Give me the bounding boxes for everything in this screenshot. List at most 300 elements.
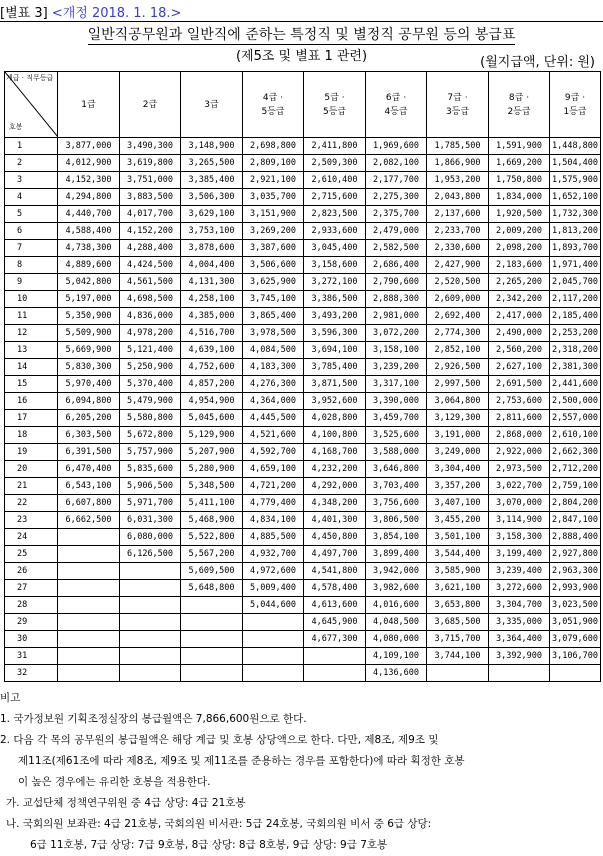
salary-cell: 2,441,600 (550, 376, 601, 393)
salary-cell (243, 631, 304, 648)
table-row (5, 648, 601, 665)
table-row (5, 359, 601, 376)
salary-cell: 4,836,000 (120, 308, 181, 325)
notes-section (0, 688, 603, 856)
table-row (5, 461, 601, 478)
table-header-row (5, 72, 601, 138)
salary-cell: 3,878,600 (181, 240, 243, 257)
salary-cell (58, 665, 120, 682)
salary-cell: 2,185,400 (550, 308, 601, 325)
salary-cell: 5,609,500 (181, 563, 243, 580)
step-cell: 17 (5, 410, 58, 427)
doc-header (0, 2, 603, 20)
salary-cell: 2,753,600 (489, 393, 550, 410)
salary-cell (243, 665, 304, 682)
table-row (5, 172, 601, 189)
salary-cell: 3,619,800 (120, 155, 181, 172)
salary-cell: 4,424,500 (120, 257, 181, 274)
salary-cell: 1,750,800 (489, 172, 550, 189)
salary-cell: 3,978,500 (243, 325, 304, 342)
salary-cell: 3,151,900 (243, 206, 304, 223)
salary-cell: 3,629,100 (181, 206, 243, 223)
salary-cell (120, 597, 181, 614)
salary-cell: 3,272,100 (304, 274, 366, 291)
salary-cell (58, 580, 120, 597)
salary-cell: 5,045,600 (181, 410, 243, 427)
salary-cell: 2,809,100 (243, 155, 304, 172)
salary-cell: 4,258,100 (181, 291, 243, 308)
salary-cell: 3,249,000 (427, 444, 489, 461)
salary-cell: 4,857,200 (181, 376, 243, 393)
doc-title (0, 24, 603, 44)
table-row (5, 342, 601, 359)
salary-cell: 3,045,400 (304, 240, 366, 257)
salary-cell: 4,450,800 (304, 529, 366, 546)
table-row (5, 427, 601, 444)
salary-cell (243, 648, 304, 665)
salary-cell: 4,288,400 (120, 240, 181, 257)
step-cell: 7 (5, 240, 58, 257)
salary-cell: 1,969,600 (366, 138, 427, 155)
salary-cell: 4,613,600 (304, 597, 366, 614)
column-header-grade: 6급 · 4등급 (366, 72, 427, 138)
salary-cell: 6,126,500 (120, 546, 181, 563)
salary-cell: 6,031,300 (120, 512, 181, 529)
table-row (5, 393, 601, 410)
salary-cell: 3,390,000 (366, 393, 427, 410)
step-cell: 31 (5, 648, 58, 665)
salary-cell (58, 614, 120, 631)
table-row (5, 223, 601, 240)
salary-cell: 2,823,500 (304, 206, 366, 223)
salary-cell: 3,304,400 (427, 461, 489, 478)
salary-cell: 5,468,900 (181, 512, 243, 529)
salary-cell: 2,927,800 (550, 546, 601, 563)
salary-cell: 3,317,100 (366, 376, 427, 393)
salary-cell: 1,652,100 (550, 189, 601, 206)
salary-cell: 3,596,300 (304, 325, 366, 342)
salary-cell: 3,621,100 (427, 580, 489, 597)
salary-cell: 2,997,500 (427, 376, 489, 393)
salary-cell: 4,698,500 (120, 291, 181, 308)
salary-cell: 5,672,800 (120, 427, 181, 444)
salary-cell: 4,131,300 (181, 274, 243, 291)
salary-cell: 3,459,700 (366, 410, 427, 427)
salary-cell: 3,106,700 (550, 648, 601, 665)
salary-cell: 3,407,100 (427, 495, 489, 512)
salary-cell: 2,868,000 (489, 427, 550, 444)
step-cell: 3 (5, 172, 58, 189)
salary-cell: 2,686,400 (366, 257, 427, 274)
salary-cell: 2,790,600 (366, 274, 427, 291)
salary-cell: 4,516,700 (181, 325, 243, 342)
table-row (5, 274, 601, 291)
salary-cell: 2,500,000 (550, 393, 601, 410)
table-row (5, 563, 601, 580)
salary-cell: 3,051,900 (550, 614, 601, 631)
salary-cell: 3,265,500 (181, 155, 243, 172)
salary-cell: 4,588,400 (58, 223, 120, 240)
salary-cell: 5,197,000 (58, 291, 120, 308)
salary-cell: 2,973,500 (489, 461, 550, 478)
step-cell: 20 (5, 461, 58, 478)
salary-cell: 6,205,200 (58, 410, 120, 427)
salary-cell: 3,952,600 (304, 393, 366, 410)
step-cell: 32 (5, 665, 58, 682)
step-cell: 27 (5, 580, 58, 597)
salary-cell: 4,348,200 (304, 495, 366, 512)
salary-cell: 4,364,000 (243, 393, 304, 410)
doc-subtitle: (제5조 및 별표 1 관련) (235, 49, 368, 64)
salary-cell: 5,669,900 (58, 342, 120, 359)
salary-cell: 2,082,100 (366, 155, 427, 172)
step-cell: 19 (5, 444, 58, 461)
salary-cell: 4,932,700 (243, 546, 304, 563)
salary-cell: 2,330,600 (427, 240, 489, 257)
note-1: 1. 국가정보원 기획조정실장의 봉급월액은 7,866,600원으로 한다. (0, 713, 307, 725)
salary-cell: 4,889,600 (58, 257, 120, 274)
salary-cell: 5,522,800 (181, 529, 243, 546)
salary-cell: 3,022,700 (489, 478, 550, 495)
salary-cell: 3,158,600 (304, 257, 366, 274)
table-row (5, 614, 601, 631)
salary-cell: 3,501,100 (427, 529, 489, 546)
step-cell: 29 (5, 614, 58, 631)
salary-cell: 3,854,100 (366, 529, 427, 546)
salary-cell: 5,580,800 (120, 410, 181, 427)
salary-cell: 4,497,700 (304, 546, 366, 563)
salary-cell: 1,834,000 (489, 189, 550, 206)
salary-cell: 4,541,800 (304, 563, 366, 580)
salary-cell: 2,233,700 (427, 223, 489, 240)
salary-cell: 3,158,100 (366, 342, 427, 359)
salary-cell: 2,417,000 (489, 308, 550, 325)
salary-cell: 3,386,500 (304, 291, 366, 308)
salary-cell: 3,745,100 (243, 291, 304, 308)
salary-cell: 5,509,900 (58, 325, 120, 342)
salary-cell: 2,427,900 (427, 257, 489, 274)
salary-cell: 5,250,900 (120, 359, 181, 376)
salary-cell (181, 631, 243, 648)
salary-cell: 5,567,200 (181, 546, 243, 563)
salary-cell: 3,364,400 (489, 631, 550, 648)
salary-cell: 1,866,900 (427, 155, 489, 172)
annex-label: [별표 3] (0, 6, 48, 21)
salary-cell: 2,509,300 (304, 155, 366, 172)
salary-cell: 2,692,400 (427, 308, 489, 325)
salary-cell (304, 665, 366, 682)
salary-cell: 2,691,500 (489, 376, 550, 393)
step-cell: 10 (5, 291, 58, 308)
salary-cell: 3,199,400 (489, 546, 550, 563)
salary-cell: 4,294,800 (58, 189, 120, 206)
note-2-line-2: 제11조(제61조에 따라 제8조, 제9조 및 제11조를 준용하는 경우를 포함한다)에 따라 획정한 호봉 (18, 755, 465, 767)
step-cell: 15 (5, 376, 58, 393)
salary-cell: 2,759,100 (550, 478, 601, 495)
salary-cell: 4,440,700 (58, 206, 120, 223)
table-row (5, 529, 601, 546)
salary-cell: 3,191,000 (427, 427, 489, 444)
salary-cell (58, 563, 120, 580)
salary-cell: 4,017,700 (120, 206, 181, 223)
salary-cell: 2,712,200 (550, 461, 601, 478)
salary-cell: 3,269,200 (243, 223, 304, 240)
salary-cell: 4,752,600 (181, 359, 243, 376)
salary-cell: 4,659,100 (243, 461, 304, 478)
column-header-grade: 2급 (120, 72, 181, 138)
salary-cell: 2,490,000 (489, 325, 550, 342)
salary-cell: 5,350,900 (58, 308, 120, 325)
table-row (5, 240, 601, 257)
salary-cell: 2,627,100 (489, 359, 550, 376)
table-row (5, 631, 601, 648)
table-row (5, 597, 601, 614)
salary-cell: 3,694,100 (304, 342, 366, 359)
salary-cell: 3,751,000 (120, 172, 181, 189)
salary-cell (181, 614, 243, 631)
salary-cell: 3,455,200 (427, 512, 489, 529)
salary-cell (58, 631, 120, 648)
salary-cell: 1,893,700 (550, 240, 601, 257)
salary-cell: 2,804,200 (550, 495, 601, 512)
salary-cell: 2,045,700 (550, 274, 601, 291)
salary-cell: 5,479,900 (120, 393, 181, 410)
salary-cell: 4,972,600 (243, 563, 304, 580)
salary-cell (120, 665, 181, 682)
salary-cell: 3,942,000 (366, 563, 427, 580)
salary-cell: 2,183,600 (489, 257, 550, 274)
salary-cell: 3,064,800 (427, 393, 489, 410)
note-2-line-1: 2. 다음 각 목의 공무원의 봉급월액은 해당 계급 및 호봉 상당액으로 한다. 다만, 제8조, 제9조 및 (0, 734, 439, 746)
table-row (5, 410, 601, 427)
salary-cell: 3,585,900 (427, 563, 489, 580)
salary-cell: 6,080,000 (120, 529, 181, 546)
salary-cell: 4,639,100 (181, 342, 243, 359)
salary-cell: 4,168,700 (304, 444, 366, 461)
table-row (5, 189, 601, 206)
salary-cell: 3,544,400 (427, 546, 489, 563)
salary-cell: 4,183,300 (243, 359, 304, 376)
doc-title-text: 일반직공무원과 일반직에 준하는 특정직 및 별정직 공무원 등의 봉급표 (87, 27, 516, 43)
salary-cell: 2,009,200 (489, 223, 550, 240)
salary-cell (181, 665, 243, 682)
salary-cell: 2,921,100 (243, 172, 304, 189)
salary-cell: 2,933,600 (304, 223, 366, 240)
salary-cell (550, 665, 601, 682)
step-cell: 16 (5, 393, 58, 410)
table-row (5, 376, 601, 393)
salary-cell: 1,953,200 (427, 172, 489, 189)
table-row (5, 155, 601, 172)
salary-cell: 2,715,600 (304, 189, 366, 206)
step-cell: 1 (5, 138, 58, 155)
salary-cell: 3,703,400 (366, 478, 427, 495)
salary-cell: 3,625,900 (243, 274, 304, 291)
salary-cell (120, 631, 181, 648)
salary-cell (120, 580, 181, 597)
corner-step-label: 호봉 (9, 123, 23, 131)
salary-cell (120, 614, 181, 631)
salary-cell: 4,232,200 (304, 461, 366, 478)
salary-cell: 3,525,600 (366, 427, 427, 444)
salary-cell: 4,016,600 (366, 597, 427, 614)
salary-cell: 4,004,400 (181, 257, 243, 274)
table-row (5, 308, 601, 325)
note-2-item-ga: 가. 교섭단체 정책연구위원 중 4급 상당: 4급 21호봉 (6, 797, 246, 809)
salary-cell: 2,177,700 (366, 172, 427, 189)
salary-cell: 2,479,000 (366, 223, 427, 240)
note-2-line-3: 이 높은 경우에는 유리한 호봉을 적용한다. (18, 776, 211, 788)
salary-cell: 5,207,900 (181, 444, 243, 461)
salary-cell: 2,582,500 (366, 240, 427, 257)
salary-cell: 4,721,200 (243, 478, 304, 495)
table-row (5, 325, 601, 342)
salary-cell: 5,411,100 (181, 495, 243, 512)
salary-cell: 4,677,300 (304, 631, 366, 648)
salary-cell: 4,834,100 (243, 512, 304, 529)
salary-cell: 2,265,200 (489, 274, 550, 291)
salary-cell: 2,381,300 (550, 359, 601, 376)
corner-grade-label: 계급 · 직무등급 (6, 74, 54, 82)
salary-cell: 3,646,800 (366, 461, 427, 478)
salary-cell: 4,276,300 (243, 376, 304, 393)
salary-cell: 3,272,600 (489, 580, 550, 597)
salary-cell: 6,470,400 (58, 461, 120, 478)
salary-cell: 2,774,300 (427, 325, 489, 342)
salary-cell: 5,906,500 (120, 478, 181, 495)
step-cell: 21 (5, 478, 58, 495)
salary-cell: 2,981,000 (366, 308, 427, 325)
salary-cell: 5,648,800 (181, 580, 243, 597)
salary-cell: 3,114,900 (489, 512, 550, 529)
salary-cell: 4,084,500 (243, 342, 304, 359)
salary-cell: 4,561,500 (120, 274, 181, 291)
salary-cell: 2,963,300 (550, 563, 601, 580)
table-row (5, 291, 601, 308)
salary-cell: 2,560,200 (489, 342, 550, 359)
salary-cell (427, 665, 489, 682)
salary-cell: 2,609,000 (427, 291, 489, 308)
salary-cell: 2,888,400 (550, 529, 601, 546)
salary-cell: 6,094,800 (58, 393, 120, 410)
salary-cell: 5,042,800 (58, 274, 120, 291)
salary-cell: 4,578,400 (304, 580, 366, 597)
salary-cell: 4,080,000 (366, 631, 427, 648)
step-cell: 9 (5, 274, 58, 291)
salary-cell: 4,521,600 (243, 427, 304, 444)
column-header-grade: 7급 · 3등급 (427, 72, 489, 138)
step-cell: 23 (5, 512, 58, 529)
salary-cell: 3,653,800 (427, 597, 489, 614)
step-cell: 25 (5, 546, 58, 563)
salary-cell: 3,072,200 (366, 325, 427, 342)
table-row (5, 665, 601, 682)
salary-cell: 1,920,500 (489, 206, 550, 223)
salary-cell: 2,662,300 (550, 444, 601, 461)
step-cell: 30 (5, 631, 58, 648)
salary-cell: 3,588,000 (366, 444, 427, 461)
salary-cell: 5,830,300 (58, 359, 120, 376)
salary-cell: 3,392,900 (489, 648, 550, 665)
salary-cell: 4,012,900 (58, 155, 120, 172)
salary-cell: 3,387,600 (243, 240, 304, 257)
step-cell: 2 (5, 155, 58, 172)
salary-cell: 2,043,800 (427, 189, 489, 206)
salary-cell (120, 563, 181, 580)
salary-cell: 5,757,900 (120, 444, 181, 461)
header-rule (0, 21, 603, 22)
step-cell: 22 (5, 495, 58, 512)
note-2-item-na-line-1: 나. 국회의원 보좌관: 4급 21호봉, 국회의원 비서관: 5급 24호봉, 국회의원 비서 중 6급 상당: (6, 818, 432, 830)
salary-cell: 5,835,600 (120, 461, 181, 478)
salary-cell: 2,610,400 (304, 172, 366, 189)
salary-cell: 3,785,400 (304, 359, 366, 376)
salary-cell: 4,385,000 (181, 308, 243, 325)
salary-cell (58, 648, 120, 665)
salary-cell: 1,669,200 (489, 155, 550, 172)
column-header-grade: 9급 · 1등급 (550, 72, 601, 138)
step-cell: 12 (5, 325, 58, 342)
salary-cell: 3,304,700 (489, 597, 550, 614)
salary-cell: 5,129,900 (181, 427, 243, 444)
salary-cell: 4,978,200 (120, 325, 181, 342)
salary-cell: 5,348,500 (181, 478, 243, 495)
salary-cell: 2,993,900 (550, 580, 601, 597)
salary-cell: 2,926,500 (427, 359, 489, 376)
salary-cell: 2,847,100 (550, 512, 601, 529)
step-cell: 8 (5, 257, 58, 274)
step-cell: 6 (5, 223, 58, 240)
salary-cell: 1,732,300 (550, 206, 601, 223)
table-row (5, 546, 601, 563)
step-cell: 13 (5, 342, 58, 359)
salary-table (4, 71, 601, 682)
salary-cell: 4,152,200 (120, 223, 181, 240)
column-header-grade: 3급 (181, 72, 243, 138)
salary-cell: 4,445,500 (243, 410, 304, 427)
salary-cell: 3,239,400 (489, 563, 550, 580)
salary-cell: 2,117,200 (550, 291, 601, 308)
salary-cell (304, 648, 366, 665)
salary-cell: 4,401,300 (304, 512, 366, 529)
amendment-link[interactable]: <개정 2018. 1. 18.> (51, 6, 182, 21)
salary-cell: 6,303,500 (58, 427, 120, 444)
salary-cell (58, 597, 120, 614)
salary-cell: 2,275,300 (366, 189, 427, 206)
salary-cell: 2,520,500 (427, 274, 489, 291)
salary-cell: 3,023,500 (550, 597, 601, 614)
table-row (5, 138, 601, 155)
step-cell: 14 (5, 359, 58, 376)
salary-cell: 4,048,500 (366, 614, 427, 631)
salary-cell: 5,971,700 (120, 495, 181, 512)
salary-cell: 1,785,500 (427, 138, 489, 155)
salary-cell: 6,543,100 (58, 478, 120, 495)
salary-cell: 3,335,000 (489, 614, 550, 631)
salary-cell: 6,391,500 (58, 444, 120, 461)
salary-cell: 4,592,700 (243, 444, 304, 461)
salary-cell: 3,158,300 (489, 529, 550, 546)
step-cell: 24 (5, 529, 58, 546)
salary-cell: 1,971,400 (550, 257, 601, 274)
salary-cell: 3,806,500 (366, 512, 427, 529)
salary-cell: 4,100,800 (304, 427, 366, 444)
salary-cell: 3,357,200 (427, 478, 489, 495)
salary-cell: 2,411,800 (304, 138, 366, 155)
salary-cell: 3,070,000 (489, 495, 550, 512)
corner-cell (5, 72, 58, 138)
table-row (5, 257, 601, 274)
